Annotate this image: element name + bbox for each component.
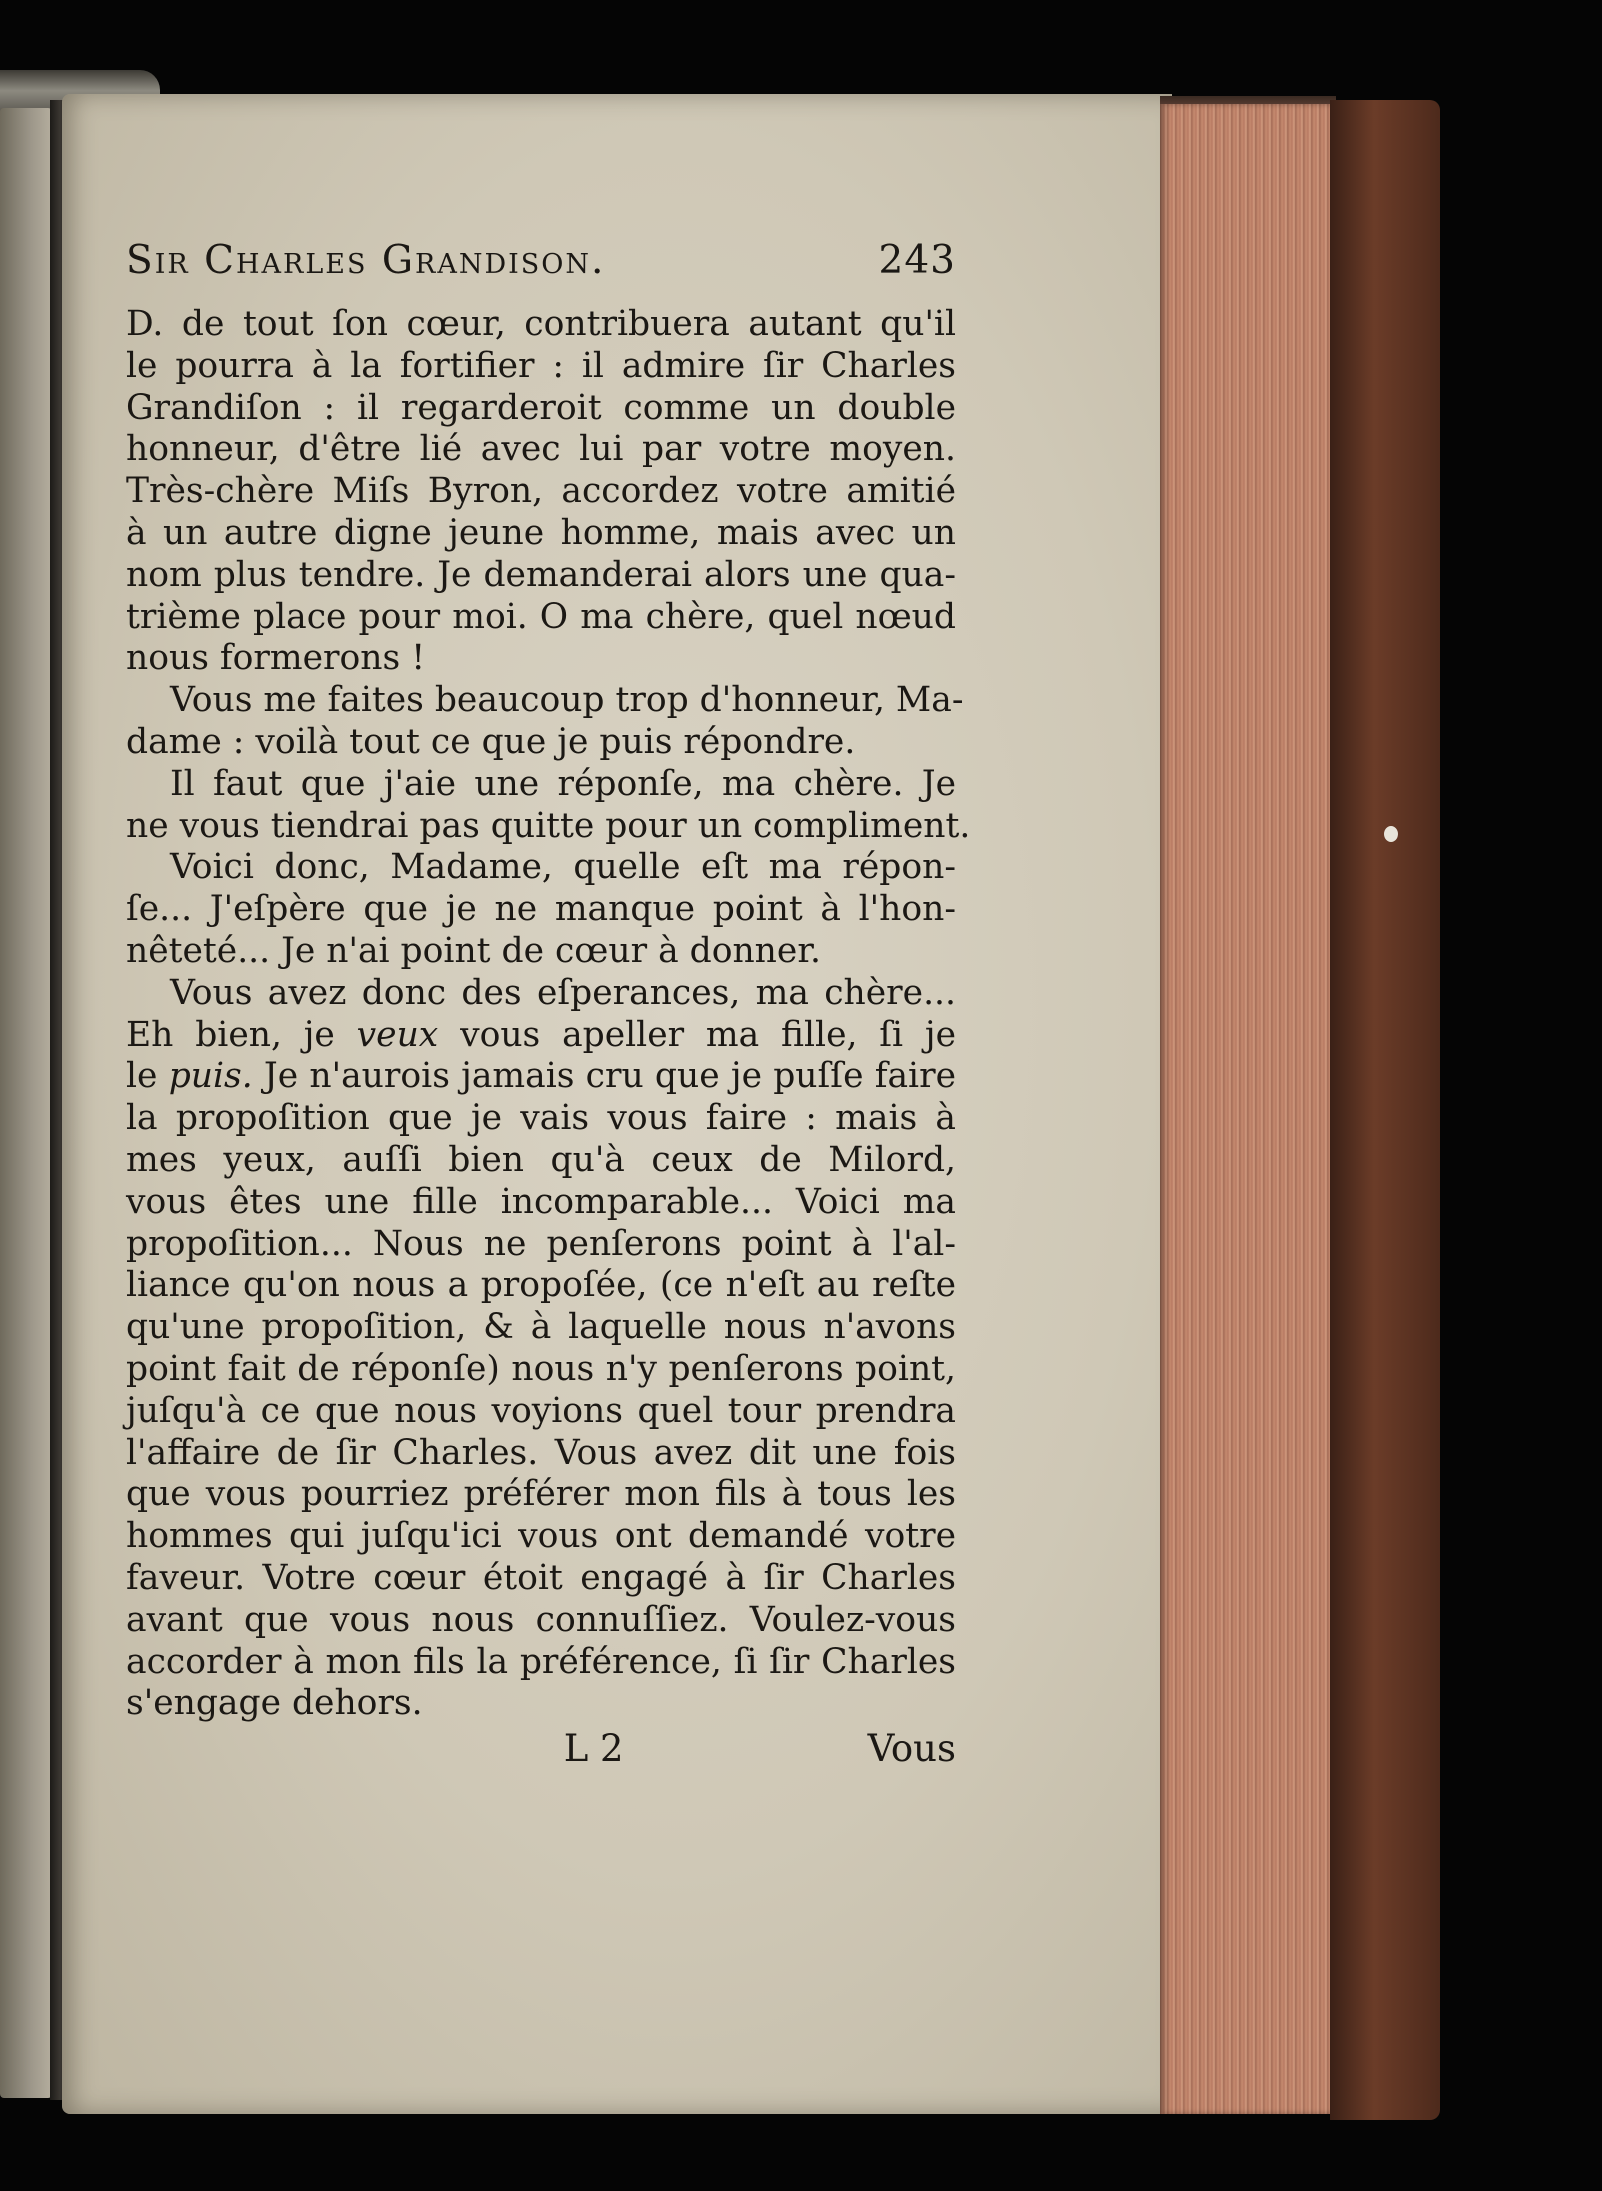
text-line	[126, 1056, 956, 1098]
text-line: Voici donc, Madame, quelle eſt ma répon-	[170, 847, 956, 888]
text-line: trième place pour moi. O ma chère, quel nœud	[126, 596, 956, 637]
text-line: Vous avez donc des eſperances, ma chère...	[170, 972, 956, 1013]
italic-word: puis.	[168, 1056, 253, 1097]
text-line: juſqu'à ce que nous voyions quel tour prendra	[126, 1390, 956, 1431]
text-line: Vous me faites beaucoup trop d'honneur, Ma-	[170, 680, 964, 721]
cover-spot	[1384, 826, 1398, 842]
text-line: point fait de réponſe) nous n'y penſerons point,	[126, 1348, 956, 1389]
text-line: nom plus tendre. Je demanderai alors une qua-	[126, 554, 956, 595]
text-line: l'affaire de ſir Charles. Vous avez dit une fois	[126, 1432, 956, 1473]
text-line: que vous pourriez préférer mon fils à tous les	[126, 1474, 956, 1515]
page-number: 243	[878, 238, 956, 283]
text-segment: vous apeller ma fille, ſi je	[438, 1014, 957, 1055]
facing-page-edge	[0, 108, 52, 2098]
text-line: ne vous tiendrai pas quitte pour un compliment.	[126, 805, 971, 846]
text-line: dame : voilà tout ce que je puis répondre.	[126, 721, 856, 762]
text-line: propoſition... Nous ne penſerons point à l'al-	[126, 1223, 956, 1264]
text-line: faveur. Votre cœur étoit engagé à ſir Charles	[126, 1557, 956, 1598]
text-line: ſe... J'eſpère que je ne manque point à l'hon-	[126, 889, 956, 930]
page-footer	[126, 1727, 956, 1773]
text-line	[126, 1015, 956, 1057]
catchword: Vous	[867, 1727, 956, 1771]
page-block-edges	[1160, 104, 1336, 2114]
text-line: accorder à mon fils la préférence, ſi ſir Charles	[126, 1641, 956, 1682]
text-segment: le	[126, 1056, 169, 1097]
text-line: qu'une propoſition, & à laquelle nous n'avons	[126, 1307, 956, 1348]
text-line: D. de tout ſon cœur, contribuera autant qu'il	[126, 304, 956, 344]
body-text	[126, 304, 971, 1725]
text-line: la propoſition que je vais vous faire : mais à	[126, 1098, 956, 1139]
leather-cover	[1330, 100, 1440, 2120]
signature-mark: L 2	[563, 1727, 624, 1771]
text-line: honneur, d'être lié avec lui par votre moyen.	[126, 429, 956, 470]
text-line: hommes qui juſqu'ici vous ont demandé votre	[126, 1516, 956, 1557]
running-head	[126, 238, 956, 304]
text-line: vous êtes une fille incomparable... Voici ma	[126, 1181, 956, 1222]
text-line: avant que vous nous connuſſiez. Voulez-vous	[126, 1599, 956, 1640]
text-line: le pourra à la fortifier : il admire ſir Charles	[126, 345, 956, 386]
text-segment: Je n'aurois jamais cru que je puſſe faire	[252, 1056, 956, 1097]
italic-word: veux	[356, 1014, 439, 1055]
text-line: s'engage dehors.	[126, 1683, 423, 1724]
running-head-title: Sir Charles Grandison.	[126, 238, 606, 283]
text-block	[126, 238, 971, 1773]
text-line: nous formerons !	[126, 638, 426, 679]
text-line: nêteté... Je n'ai point de cœur à donner.	[126, 930, 821, 971]
text-line: mes yeux, auſſi bien qu'à ceux de Milord,	[126, 1139, 956, 1180]
text-line: Grandiſon : il regarderoit comme un double	[126, 387, 956, 428]
text-line: à un autre digne jeune homme, mais avec un	[126, 512, 956, 553]
text-line: Très-chère Miſs Byron, accordez votre amitié	[126, 471, 956, 512]
text-line: liance qu'on nous a propoſée, (ce n'eſt au reſte	[126, 1265, 956, 1306]
text-segment: Eh bien, je	[126, 1014, 357, 1055]
text-line: Il faut que j'aie une réponſe, ma chère. Je	[170, 763, 956, 804]
